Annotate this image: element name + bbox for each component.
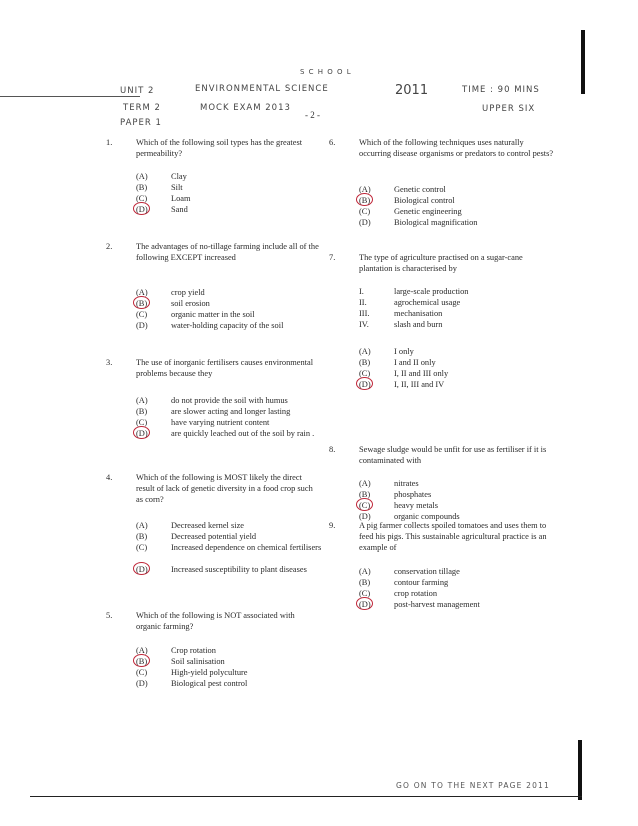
option-c: (C) Increased dependence on chemical fertilisers bbox=[136, 543, 322, 552]
option-d: (D) organic compounds bbox=[359, 512, 460, 521]
scan-border-bottom bbox=[30, 796, 582, 797]
question-number: 7. bbox=[329, 253, 336, 262]
question-4 bbox=[106, 472, 326, 592]
option-a: (A) nitrates bbox=[359, 479, 419, 488]
statement-3: III. mechanisation bbox=[359, 309, 443, 318]
question-text: The advantages of no-tillage farming include all of the following EXCEPT increased bbox=[136, 242, 319, 262]
question-6 bbox=[329, 137, 559, 232]
option-c: (C) organic matter in the soil bbox=[136, 310, 255, 319]
option-b: (B) Silt bbox=[136, 183, 183, 192]
option-b: (B) I and II only bbox=[359, 358, 436, 367]
question-text: The use of inorganic fertilisers causes environmental problems because they bbox=[136, 358, 314, 378]
option-a: (A) crop yield bbox=[136, 288, 205, 297]
header-form: UPPER SIX bbox=[482, 104, 536, 114]
question-5 bbox=[106, 610, 326, 690]
page-number: - 2 - bbox=[305, 110, 320, 120]
option-d: (D) water-holding capacity of the soil bbox=[136, 321, 284, 330]
question-text: Which of the following soil types has the greatest permeability? bbox=[136, 138, 303, 158]
option-c: (C) I, II and III only bbox=[359, 369, 449, 378]
scan-edge-line bbox=[0, 96, 140, 97]
option-c: (C) crop rotation bbox=[359, 589, 438, 598]
option-b: (B) soil erosion bbox=[136, 298, 336, 309]
option-b: (B) Biological control bbox=[359, 195, 559, 206]
option-a: (A) Genetic control bbox=[359, 185, 446, 194]
question-number: 6. bbox=[329, 138, 336, 147]
statement-1: I. large-scale production bbox=[359, 287, 469, 296]
question-number: 2. bbox=[106, 242, 113, 251]
header-paper: PAPER 1 bbox=[120, 118, 162, 128]
header-unit: UNIT 2 bbox=[120, 86, 155, 96]
header-subject: ENVIRONMENTAL SCIENCE bbox=[195, 84, 329, 94]
question-3 bbox=[106, 357, 326, 457]
option-d: (D) I, II, III and IV bbox=[359, 379, 559, 390]
option-c: (C) Loam bbox=[136, 194, 191, 203]
option-a: (A) do not provide the soil with humus bbox=[136, 396, 288, 405]
header-school: S C H O O L bbox=[300, 68, 352, 76]
question-9 bbox=[329, 520, 559, 615]
option-b: (B) are slower acting and longer lasting bbox=[136, 407, 291, 416]
option-c: (C) High-yield polyculture bbox=[136, 668, 248, 677]
question-number: 9. bbox=[329, 521, 336, 530]
option-b: (B) contour farming bbox=[359, 578, 449, 587]
option-d: (D) Biological magnification bbox=[359, 218, 478, 227]
option-b: (B) Soil salinisation bbox=[136, 656, 336, 667]
option-c: (C) have varying nutrient content bbox=[136, 418, 270, 427]
scan-border-right-lower bbox=[578, 740, 582, 800]
option-d: (D) Increased susceptibility to plant diseases bbox=[136, 564, 336, 586]
option-a: (A) Crop rotation bbox=[136, 646, 216, 655]
option-b: (B) phosphates bbox=[359, 490, 432, 499]
question-number: 8. bbox=[329, 445, 336, 454]
question-text: Which of the following techniques uses naturally occurring disease organisms or predators to control pests? bbox=[359, 138, 554, 158]
question-number: 5. bbox=[106, 611, 113, 620]
question-8 bbox=[329, 444, 559, 521]
question-number: 4. bbox=[106, 473, 113, 482]
scan-border-right bbox=[581, 30, 585, 94]
footer-next-page: GO ON TO THE NEXT PAGE 2011 bbox=[396, 781, 550, 790]
question-text: A pig farmer collects spoiled tomatoes and uses them to feed his pigs. This sustainable agricultural practice is an example of bbox=[359, 521, 547, 552]
option-a: (A) Decreased kernel size bbox=[136, 521, 245, 530]
header-year: 2011 bbox=[395, 83, 429, 98]
question-text: Which of the following is MOST likely the direct result of lack of genetic diversity in a food crop such as corn? bbox=[136, 473, 313, 504]
question-2 bbox=[106, 241, 326, 336]
option-b: (B) Decreased potential yield bbox=[136, 532, 257, 541]
option-a: (A) I only bbox=[359, 347, 414, 356]
question-text: Sewage sludge would be unfit for use as fertiliser if it is contaminated with bbox=[359, 445, 547, 465]
option-d: (D) are quickly leached out of the soil by rain . bbox=[136, 428, 336, 450]
question-1 bbox=[106, 137, 326, 217]
option-d: (D) Sand bbox=[136, 204, 336, 215]
header-time: TIME : 90 MINS bbox=[462, 85, 540, 95]
header-term: TERM 2 bbox=[123, 103, 161, 113]
option-a: (A) conservation tillage bbox=[359, 567, 460, 576]
question-number: 1. bbox=[106, 138, 113, 147]
option-c: (C) heavy metals bbox=[359, 500, 559, 511]
header-exam: MOCK EXAM 2013 bbox=[200, 103, 291, 113]
option-a: (A) Clay bbox=[136, 172, 187, 181]
question-number: 3. bbox=[106, 358, 113, 367]
option-d: (D) Biological pest control bbox=[136, 679, 248, 688]
statement-4: IV. slash and burn bbox=[359, 320, 443, 329]
statement-2: II. agrochemical usage bbox=[359, 298, 461, 307]
question-text: Which of the following is NOT associated with organic farming? bbox=[136, 611, 295, 631]
question-text: The type of agriculture practised on a sugar-cane plantation is characterised by bbox=[359, 253, 523, 273]
question-7 bbox=[329, 252, 559, 422]
option-c: (C) Genetic engineering bbox=[359, 207, 462, 216]
option-d: (D) post-harvest management bbox=[359, 599, 559, 610]
